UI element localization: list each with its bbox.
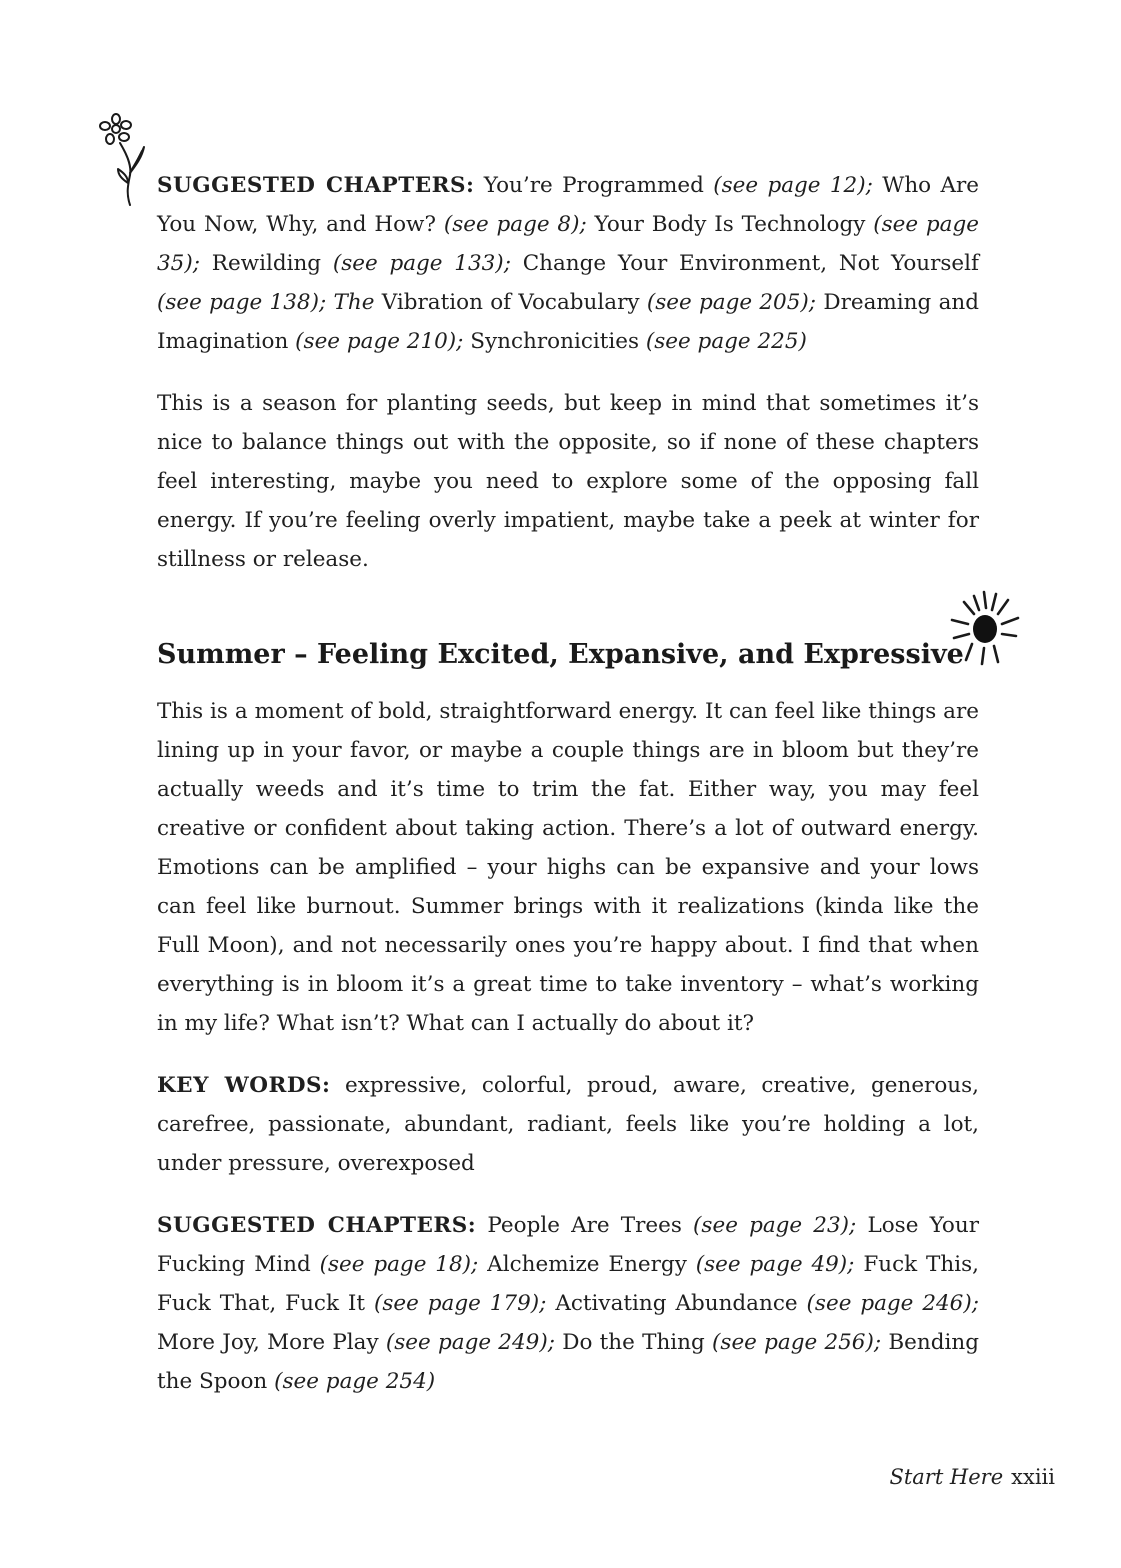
page-footer bbox=[889, 1465, 1055, 1489]
key-words-list: expressive, colorful, proud, aware, creative, generous, carefree, passionate, abundant, radiant, feels like you’re holding a lot, under pressure, overexposed bbox=[157, 1073, 979, 1176]
summer-heading: Summer – Feeling Excited, Expansive, and Expressive bbox=[157, 639, 964, 670]
chapter-title: Who Are You Now, Why, and How? bbox=[157, 173, 979, 237]
spring-suggested-chapters bbox=[157, 166, 979, 361]
chapter-title: Bending the Spoon bbox=[157, 1330, 979, 1394]
flower-doodle-icon bbox=[96, 113, 150, 209]
summer-key-words bbox=[157, 1066, 979, 1183]
chapter-title: Fuck This, Fuck That, Fuck It bbox=[157, 1252, 979, 1316]
chapter-title: Dreaming and Imagination bbox=[157, 290, 980, 354]
page-reference: (see page 23); bbox=[693, 1213, 857, 1238]
page-reference: (see page 225) bbox=[645, 329, 807, 354]
chapter-title: Vibration of Vocabulary bbox=[374, 290, 647, 315]
chapter-title-italic: The bbox=[326, 290, 375, 315]
chapters-label: SUGGESTED CHAPTERS: bbox=[157, 173, 475, 198]
page-reference: (see page 205); bbox=[646, 290, 817, 315]
chapter-title: Alchemize Energy bbox=[478, 1252, 696, 1277]
page-reference: (see page 133); bbox=[332, 251, 511, 276]
page-reference: (see page 35); bbox=[157, 212, 979, 276]
page-reference: (see page 210); bbox=[295, 329, 464, 354]
page-reference: (see page 49); bbox=[695, 1252, 855, 1277]
page-reference: (see page 12); bbox=[713, 173, 873, 198]
chapter-title: Your Body Is Technology bbox=[586, 212, 874, 237]
sun-doodle-icon bbox=[944, 588, 1024, 668]
summer-suggested-chapters bbox=[157, 1206, 979, 1401]
chapter-title: People Are Trees bbox=[476, 1213, 694, 1238]
chapter-title: Synchronicities bbox=[463, 329, 646, 354]
chapter-title: Activating Abundance bbox=[546, 1291, 807, 1316]
chapter-title: Do the Thing bbox=[554, 1330, 713, 1355]
spring-note-paragraph: This is a season for planting seeds, but keep in mind that sometimes it’s nice to balance things out with the opposite, so if none of these chapters feel interesting, maybe you need to explore some of the opposing fall energy. If you’re feeling overly impatient, maybe take a peek at winter for stillness or release. bbox=[157, 391, 979, 572]
running-head: Start Here bbox=[889, 1465, 1004, 1489]
page-reference: (see page 138); bbox=[157, 290, 327, 315]
key-words-label: KEY WORDS: bbox=[157, 1073, 331, 1098]
page-number: xxiii bbox=[1011, 1465, 1055, 1489]
page-reference: (see page 249); bbox=[385, 1330, 555, 1355]
page-content bbox=[157, 166, 979, 1401]
page-reference: (see page 254) bbox=[274, 1369, 436, 1394]
chapter-title: Lose Your Fucking Mind bbox=[157, 1213, 979, 1277]
chapter-title: Rewilding bbox=[200, 251, 333, 276]
page-reference: (see page 246); bbox=[806, 1291, 979, 1316]
summer-intro-paragraph: This is a moment of bold, straightforward energy. It can feel like things are lining up in your favor, or maybe a couple things are in bloom but they’re actually weeds and it’s time to trim the fat. Either way, you may feel creative or confident about taking action. There’s a lot of outward energy. Emotions can be amplified – your highs can be expansive and your lows can feel like burnout. Summer brings with it realizations (kinda like the Full Moon), and not necessarily ones you’re happy about. I find that when everything is in bloom it’s a great time to take inventory – what’s working in my life? What isn’t? What can I actually do about it? bbox=[157, 699, 979, 1036]
page-reference: (see page 179); bbox=[373, 1291, 547, 1316]
chapter-title: More Joy, More Play bbox=[157, 1330, 386, 1355]
page-reference: (see page 8); bbox=[443, 212, 587, 237]
chapter-title: You’re Programmed bbox=[474, 173, 714, 198]
chapter-title: Change Your Environment, Not Yourself bbox=[510, 251, 979, 276]
page-reference: (see page 256); bbox=[712, 1330, 882, 1355]
chapters-label: SUGGESTED CHAPTERS: bbox=[157, 1213, 477, 1238]
page-reference: (see page 18); bbox=[319, 1252, 479, 1277]
